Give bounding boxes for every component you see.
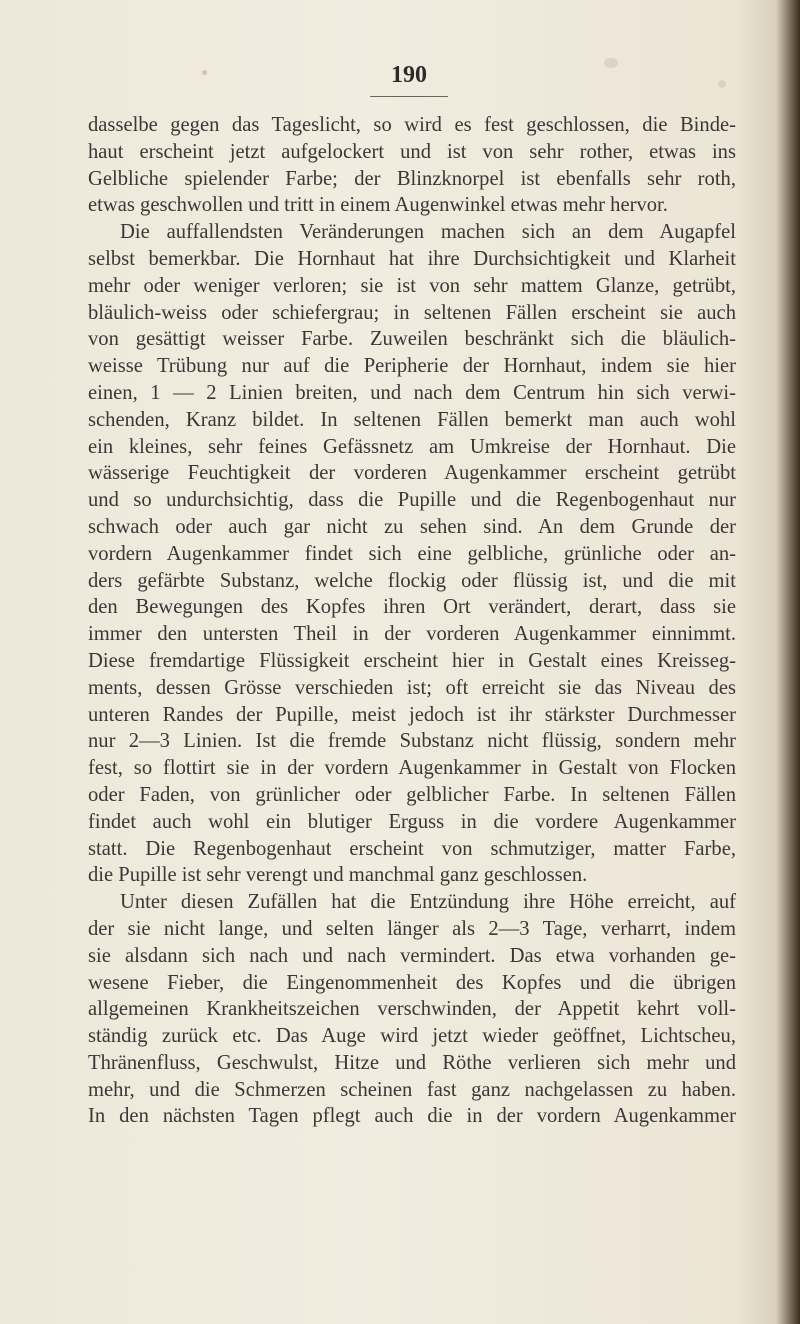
text-line: nur 2—3 Linien. Ist die fremde Substanz nicht flüssig, sondern mehr bbox=[88, 730, 736, 753]
text-line: statt. Die Regenbogenhaut erscheint von schmutziger, matter Farbe, bbox=[88, 837, 736, 860]
text-line: wesene Fieber, die Eingenommenheit des Kopfes und die übrigen bbox=[88, 971, 736, 994]
text-line: und so undurchsichtig, dass die Pupille und die Regenbogenhaut nur bbox=[88, 489, 736, 512]
text-line: ders gefärbte Substanz, welche flockig oder flüssig ist, und die mit bbox=[88, 569, 736, 592]
text-line: mehr oder weniger verloren; sie ist von sehr mattem Glanze, getrübt, bbox=[88, 274, 736, 297]
text-line: den Bewegungen des Kopfes ihren Ort verändert, derart, dass sie bbox=[88, 596, 736, 619]
text-line: die Pupille ist sehr verengt und manchmal ganz geschlossen. bbox=[88, 864, 588, 887]
paragraph-start-line: Unter diesen Zufällen hat die Entzündung ihre Höhe erreicht, auf bbox=[120, 891, 736, 914]
page-number: 190 bbox=[391, 62, 427, 88]
header-rule bbox=[370, 96, 448, 97]
text-line: bläulich-weiss oder schiefergrau; in seltenen Fällen erscheint sie auch bbox=[88, 301, 736, 324]
text-line: der sie nicht lange, und selten länger als 2—3 Tage, verharrt, indem bbox=[88, 917, 736, 940]
text-line: schwach oder auch gar nicht zu sehen sind. An dem Grunde der bbox=[88, 515, 736, 538]
text-line: findet auch wohl ein blutiger Erguss in die vordere Augenkammer bbox=[88, 810, 736, 833]
text-line: mehr, und die Schmerzen scheinen fast ganz nachgelassen zu haben. bbox=[88, 1078, 736, 1101]
text-line: immer den untersten Theil in der vorderen Augenkammer einnimmt. bbox=[88, 623, 736, 646]
text-line: haut erscheint jetzt aufgelockert und ist von sehr rother, etwas ins bbox=[88, 140, 736, 163]
text-line: von gesättigt weisser Farbe. Zuweilen beschränkt sich die bläulich- bbox=[88, 328, 736, 351]
text-line: ständig zurück etc. Das Auge wird jetzt wieder geöffnet, Lichtscheu, bbox=[88, 1025, 736, 1048]
paper-speck bbox=[718, 80, 726, 88]
text-line: dasselbe gegen das Tageslicht, so wird es fest geschlossen, die Binde- bbox=[88, 114, 736, 136]
text-line: unteren Randes der Pupille, meist jedoch ist ihr stärkster Durchmesser bbox=[88, 703, 736, 726]
text-line: In den nächsten Tagen pflegt auch die in der vordern Augenkammer bbox=[88, 1105, 736, 1128]
body-text bbox=[88, 112, 736, 1130]
text-line: fest, so flottirt sie in der vordern Augenkammer in Gestalt von Flocken bbox=[88, 757, 736, 780]
text-line: Gelbliche spielender Farbe; der Blinzknorpel ist ebenfalls sehr roth, bbox=[88, 167, 736, 190]
text-line: selbst bemerkbar. Die Hornhaut hat ihre Durchsichtigkeit und Klarheit bbox=[88, 247, 736, 270]
text-line: oder Faden, von grünlicher oder gelblicher Farbe. In seltenen Fällen bbox=[88, 783, 736, 806]
text-line: ments, dessen Grösse verschieden ist; oft erreicht sie das Niveau des bbox=[88, 676, 736, 699]
paper-speck bbox=[604, 58, 618, 68]
text-line: etwas geschwollen und tritt in einem Augenwinkel etwas mehr hervor. bbox=[88, 194, 668, 217]
text-line: einen, 1 — 2 Linien breiten, und nach dem Centrum hin sich verwi- bbox=[88, 381, 736, 404]
text-line: sie alsdann sich nach und nach vermindert. Das etwa vorhanden ge- bbox=[88, 944, 736, 967]
text-line: Thränenfluss, Geschwulst, Hitze und Röthe verlieren sich mehr und bbox=[88, 1051, 736, 1074]
paragraph-start-line: Die auffallendsten Veränderungen machen sich an dem Augapfel bbox=[120, 221, 736, 244]
text-line: vordern Augenkammer findet sich eine gelbliche, grünliche oder an- bbox=[88, 542, 736, 565]
text-line: ein kleines, sehr feines Gefässnetz am Umkreise der Hornhaut. Die bbox=[88, 435, 736, 458]
text-line: wässerige Feuchtigkeit der vorderen Augenkammer erscheint getrübt bbox=[88, 462, 736, 485]
text-line: schenden, Kranz bildet. In seltenen Fällen bemerkt man auch wohl bbox=[88, 408, 736, 431]
text-line: allgemeinen Krankheitszeichen verschwinden, der Appetit kehrt voll- bbox=[88, 998, 736, 1021]
text-line: weisse Trübung nur auf die Peripherie der Hornhaut, indem sie hier bbox=[88, 355, 736, 378]
text-line: Diese fremdartige Flüssigkeit erscheint hier in Gestalt eines Kreisseg- bbox=[88, 649, 736, 672]
paper-speck bbox=[202, 70, 207, 75]
